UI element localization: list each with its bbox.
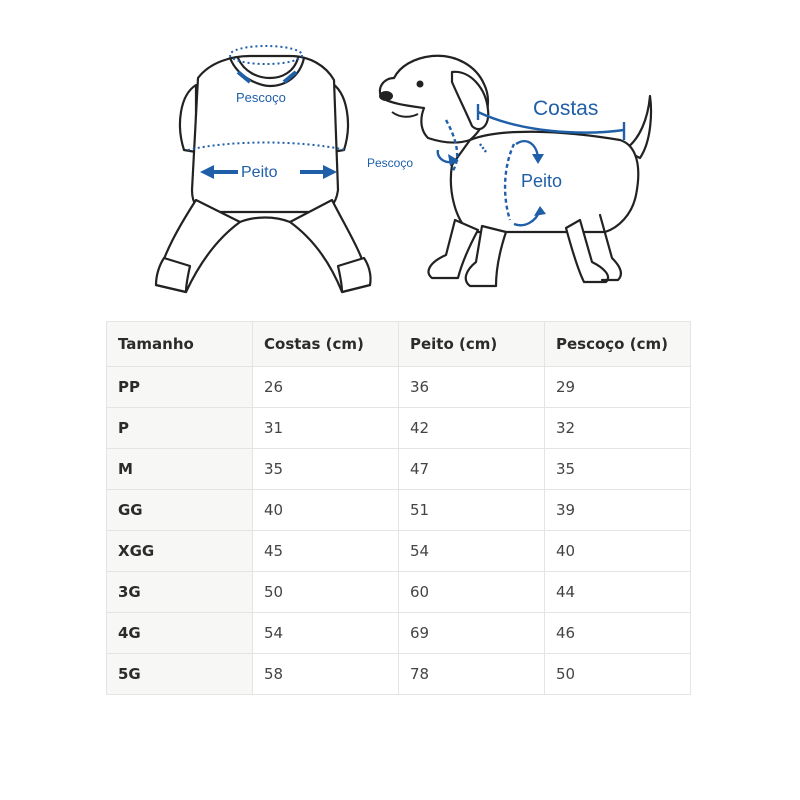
table-row	[107, 531, 691, 572]
size-chart-table	[106, 321, 691, 695]
header-neck: Pescoço (cm)	[545, 322, 691, 367]
dog-chest-label: Peito	[521, 171, 563, 191]
back-cell: 26	[253, 367, 399, 408]
chest-cell: 60	[399, 572, 545, 613]
size-cell: XGG	[107, 531, 253, 572]
chest-cell: 69	[399, 613, 545, 654]
chest-cell: 54	[399, 531, 545, 572]
neck-cell: 46	[545, 613, 691, 654]
size-cell: GG	[107, 490, 253, 531]
neck-cell: 35	[545, 449, 691, 490]
table-row	[107, 613, 691, 654]
neck-cell: 44	[545, 572, 691, 613]
header-back: Costas (cm)	[253, 322, 399, 367]
dog-drawing	[380, 56, 651, 286]
measurement-illustration	[0, 0, 800, 310]
table-row	[107, 572, 691, 613]
back-cell: 31	[253, 408, 399, 449]
chest-cell: 36	[399, 367, 545, 408]
dog-neck-label: Pescoço	[367, 156, 414, 170]
table-row	[107, 367, 691, 408]
size-cell: PP	[107, 367, 253, 408]
back-cell: 45	[253, 531, 399, 572]
back-cell: 40	[253, 490, 399, 531]
neck-cell: 50	[545, 654, 691, 695]
neck-cell: 39	[545, 490, 691, 531]
table-header-row	[107, 322, 691, 367]
chest-cell: 47	[399, 449, 545, 490]
size-cell: P	[107, 408, 253, 449]
neck-cell: 32	[545, 408, 691, 449]
header-size: Tamanho	[107, 322, 253, 367]
chest-cell: 42	[399, 408, 545, 449]
back-cell: 58	[253, 654, 399, 695]
size-cell: M	[107, 449, 253, 490]
neck-cell: 40	[545, 531, 691, 572]
size-cell: 3G	[107, 572, 253, 613]
size-cell: 4G	[107, 613, 253, 654]
neck-cell: 29	[545, 367, 691, 408]
chest-cell: 78	[399, 654, 545, 695]
table-row	[107, 654, 691, 695]
dog-back-label: Costas	[533, 97, 599, 120]
back-cell: 35	[253, 449, 399, 490]
table-row	[107, 408, 691, 449]
chest-cell: 51	[399, 490, 545, 531]
sweater-chest-label: Peito	[241, 164, 278, 181]
size-cell: 5G	[107, 654, 253, 695]
sweater-neck-label: Pescoço	[236, 90, 286, 105]
back-cell: 54	[253, 613, 399, 654]
table-row	[107, 490, 691, 531]
back-cell: 50	[253, 572, 399, 613]
table-row	[107, 449, 691, 490]
header-chest: Peito (cm)	[399, 322, 545, 367]
